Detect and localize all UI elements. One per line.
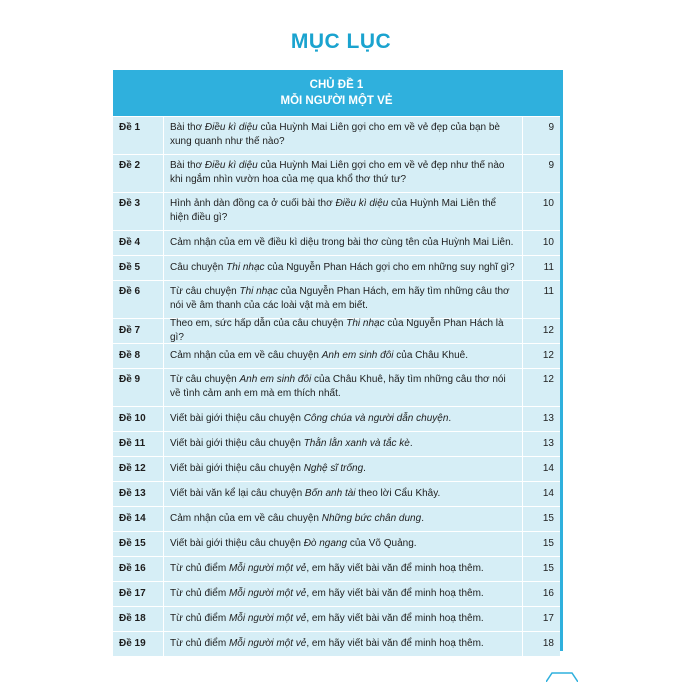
- entry-text: của Huỳnh Mai Liên gợi cho em về vẻ đẹp như thế nào khi ngắm nhìn vườn hoa của mẹ qua khổ thơ thứ tư?: [170, 160, 505, 185]
- entry-text: .: [409, 438, 413, 449]
- entry-number: Đề 17: [119, 588, 146, 599]
- toc-entry-row: [113, 154, 560, 192]
- entry-text: , em hãy viết bài văn để minh hoạ thêm.: [306, 563, 484, 574]
- toc-entry-row: [113, 406, 560, 431]
- entry-number: Đề 5: [119, 262, 141, 273]
- entry-title-italic: Bốn anh tài: [304, 488, 356, 499]
- entry-description: [163, 507, 522, 531]
- entry-description: [163, 344, 522, 368]
- toc-entry-row: [113, 581, 560, 606]
- page-tab-icon: [546, 672, 578, 682]
- entry-description: [163, 407, 522, 431]
- entry-description: [163, 457, 522, 481]
- entry-page-number: 9: [522, 117, 560, 154]
- toc-entry-row: [113, 116, 560, 154]
- entry-description: [163, 482, 522, 506]
- toc-entry-row: [113, 531, 560, 556]
- entry-text: của Châu Khuê, hãy tìm những câu thơ nói về tình cảm anh em mà em thích nhất.: [170, 374, 506, 399]
- entry-text: của Huỳnh Mai Liên gợi cho em về vẻ đẹp của bạn bè xung quanh như thế nào?: [170, 122, 500, 147]
- entry-title-italic: Mỗi người một vẻ: [228, 563, 307, 574]
- entry-number: Đề 4: [119, 237, 141, 248]
- entry-text: Từ câu chuyện: [170, 374, 240, 385]
- toc-entry-row: [113, 481, 560, 506]
- toc-entry-row: [113, 431, 560, 456]
- toc-entry-row: [113, 318, 560, 343]
- page-title: MỤC LỤC: [290, 30, 392, 53]
- entry-list: [113, 116, 560, 656]
- toc-entry-row: [113, 506, 560, 531]
- entry-description: [163, 432, 522, 456]
- entry-text: Từ chủ điểm: [170, 613, 229, 624]
- entry-text: của Huỳnh Mai Liên thể hiện điều gì?: [170, 198, 497, 223]
- entry-description: [163, 117, 522, 154]
- entry-number: Đề 8: [119, 350, 141, 361]
- entry-title-italic: Điều kì diệu: [204, 160, 258, 171]
- entry-description: [163, 632, 522, 656]
- entry-text: Viết bài giới thiệu câu chuyện: [170, 463, 304, 474]
- entry-description: [163, 231, 522, 255]
- entry-text: Cảm nhận của em về câu chuyện: [170, 350, 322, 361]
- toc-entry-row: [113, 192, 560, 230]
- entry-text: của Nguyễn Phan Hách là gì?: [170, 318, 504, 343]
- toc-entry-row: [113, 343, 560, 368]
- entry-page-number: 14: [522, 457, 560, 481]
- entry-text: Cảm nhận của em về điều kì diệu trong bài thơ cùng tên của Huỳnh Mai Liên.: [170, 237, 514, 248]
- entry-description: [163, 281, 522, 318]
- entry-text: , em hãy viết bài văn để minh hoạ thêm.: [306, 588, 484, 599]
- entry-title-italic: Những bức chân dung: [321, 513, 422, 524]
- toc-entry-row: [113, 631, 560, 656]
- entry-page-number: 11: [522, 256, 560, 280]
- entry-title-italic: Điều kì diệu: [335, 198, 389, 209]
- toc-entry-row: [113, 456, 560, 481]
- entry-number: Đề 9: [119, 374, 141, 385]
- entry-description: [163, 256, 522, 280]
- toc-entry-row: [113, 556, 560, 581]
- entry-title-italic: Thi nhạc: [226, 262, 265, 273]
- table-of-contents: [113, 70, 560, 656]
- entry-text: .: [421, 513, 424, 524]
- entry-page-number: 10: [522, 193, 560, 230]
- right-edge-bar: [560, 70, 563, 651]
- entry-text: , em hãy viết bài văn để minh hoạ thêm.: [306, 638, 484, 649]
- entry-text: Viết bài văn kể lại câu chuyện: [170, 488, 305, 499]
- entry-number: Đề 18: [119, 613, 146, 624]
- entry-text: Câu chuyện: [170, 262, 227, 273]
- entry-description: [163, 557, 522, 581]
- entry-text: theo lời Cẩu Khây.: [355, 488, 441, 499]
- entry-text: Từ chủ điểm: [170, 588, 229, 599]
- section-number: CHỦ ĐỀ 1: [309, 79, 364, 91]
- toc-entry-row: [113, 230, 560, 255]
- entry-page-number: 11: [522, 281, 560, 318]
- entry-number: Đề 1: [119, 122, 141, 133]
- section-header: [113, 70, 560, 116]
- entry-title-italic: Nghệ sĩ trống: [303, 463, 364, 474]
- entry-description: [163, 532, 522, 556]
- entry-title-italic: Mỗi người một vẻ: [228, 613, 307, 624]
- entry-number: Đề 3: [119, 198, 141, 209]
- entry-number: Đề 6: [119, 286, 141, 297]
- entry-text: Từ chủ điểm: [170, 563, 229, 574]
- entry-number: Đề 7: [119, 325, 141, 336]
- entry-page-number: 15: [522, 532, 560, 556]
- toc-entry-row: [113, 368, 560, 406]
- entry-number: Đề 14: [119, 513, 146, 524]
- entry-text: .: [363, 463, 366, 474]
- toc-entry-row: [113, 606, 560, 631]
- entry-text: của Nguyễn Phan Hách gợi cho em những suy nghĩ gì?: [264, 262, 515, 273]
- entry-number: Đề 11: [119, 438, 146, 449]
- entry-title-italic: Anh em sinh đôi: [321, 350, 394, 361]
- entry-page-number: 12: [522, 319, 560, 343]
- entry-description: [163, 582, 522, 606]
- section-title: MỖI NGƯỜI MỘT VẺ: [280, 95, 393, 107]
- entry-title-italic: Mỗi người một vẻ: [228, 588, 307, 599]
- entry-page-number: 13: [522, 407, 560, 431]
- entry-text: .: [448, 413, 452, 424]
- entry-text: của Võ Quảng.: [347, 538, 417, 549]
- entry-title-italic: Điều kì diệu: [204, 122, 258, 133]
- entry-number: Đề 13: [119, 488, 146, 499]
- entry-page-number: 16: [522, 582, 560, 606]
- entry-text: Theo em, sức hấp dẫn của câu chuyện: [170, 318, 347, 329]
- entry-description: [163, 155, 522, 192]
- entry-text: Viết bài giới thiệu câu chuyện: [170, 538, 304, 549]
- entry-description: [163, 193, 522, 230]
- entry-text: Từ câu chuyện: [170, 286, 240, 297]
- entry-title-italic: Thằn lằn xanh và tắc kè: [303, 438, 410, 449]
- entry-text: Hình ảnh dàn đồng ca ở cuối bài thơ: [170, 198, 336, 209]
- entry-title-italic: Anh em sinh đôi: [239, 374, 312, 385]
- entry-description: [163, 369, 522, 406]
- entry-page-number: 12: [522, 344, 560, 368]
- entry-page-number: 12: [522, 369, 560, 406]
- entry-title-italic: Công chúa và người dẫn chuyện: [303, 413, 449, 424]
- entry-text: Cảm nhận của em về câu chuyện: [170, 513, 322, 524]
- toc-entry-row: [113, 255, 560, 280]
- entry-text: của Nguyễn Phan Hách, em hãy tìm những câu thơ nói về âm thanh của các loài vật mà em biết.: [170, 286, 510, 311]
- entry-number: Đề 15: [119, 538, 146, 549]
- entry-page-number: 10: [522, 231, 560, 255]
- entry-title-italic: Mỗi người một vẻ: [228, 638, 307, 649]
- entry-text: Viết bài giới thiệu câu chuyện: [170, 438, 304, 449]
- entry-page-number: 17: [522, 607, 560, 631]
- entry-text: Viết bài giới thiệu câu chuyện: [170, 413, 304, 424]
- entry-text: Từ chủ điểm: [170, 638, 229, 649]
- entry-description: [163, 607, 522, 631]
- entry-text: , em hãy viết bài văn để minh hoạ thêm.: [306, 613, 484, 624]
- entry-page-number: 18: [522, 632, 560, 656]
- entry-number: Đề 10: [119, 413, 146, 424]
- entry-text: Bài thơ: [170, 122, 205, 133]
- entry-number: Đề 19: [119, 638, 146, 649]
- toc-entry-row: [113, 280, 560, 318]
- entry-page-number: 15: [522, 507, 560, 531]
- entry-description: [163, 319, 522, 343]
- entry-text: Bài thơ: [170, 160, 205, 171]
- entry-title-italic: Thi nhạc: [346, 318, 385, 329]
- entry-number: Đề 2: [119, 160, 141, 171]
- entry-page-number: 9: [522, 155, 560, 192]
- entry-text: của Châu Khuê.: [393, 350, 468, 361]
- entry-page-number: 13: [522, 432, 560, 456]
- entry-number: Đề 12: [119, 463, 146, 474]
- entry-page-number: 15: [522, 557, 560, 581]
- entry-title-italic: Đò ngang: [303, 538, 348, 549]
- entry-title-italic: Thi nhạc: [239, 286, 278, 297]
- entry-page-number: 14: [522, 482, 560, 506]
- entry-number: Đề 16: [119, 563, 146, 574]
